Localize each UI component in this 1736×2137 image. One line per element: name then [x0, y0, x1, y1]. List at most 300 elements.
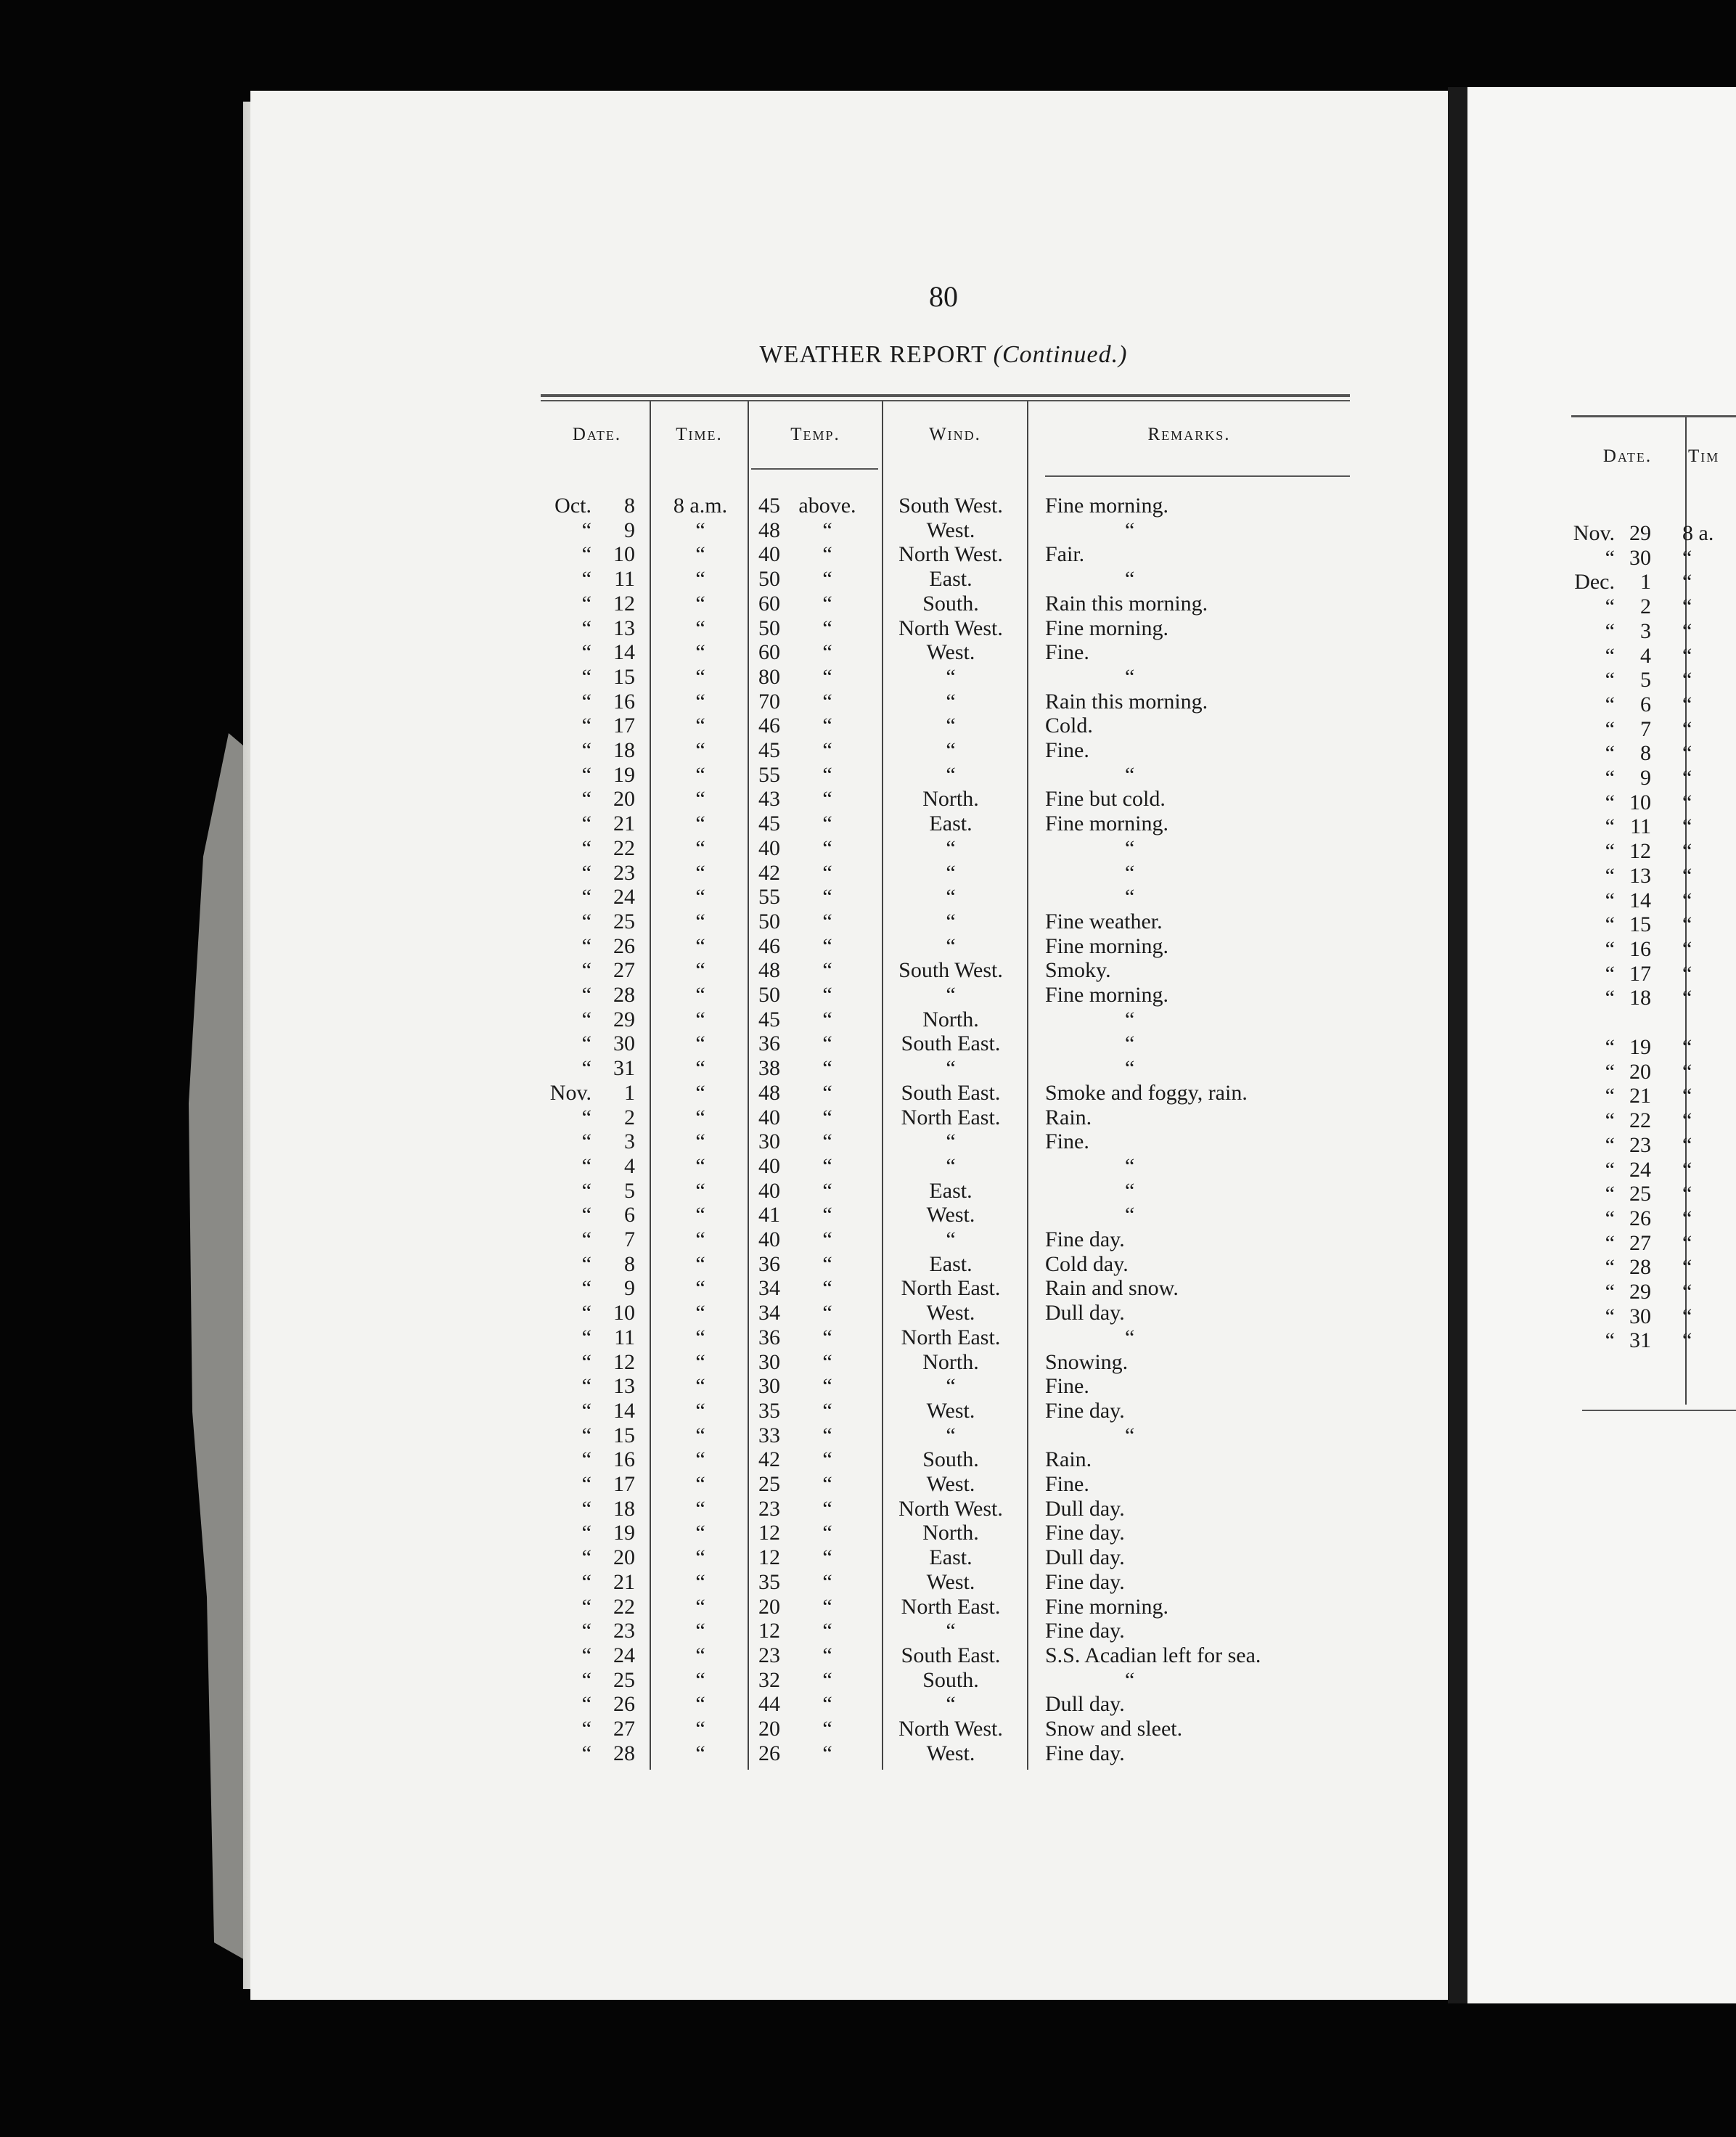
table-row: [0, 717, 1736, 742]
temp-above-cell: “: [822, 1227, 832, 1251]
wind-cell: “: [946, 1692, 956, 1717]
time-cell: “: [695, 1667, 705, 1692]
temp-cell: 20: [758, 1594, 780, 1619]
wind-cell: North West.: [898, 542, 1003, 567]
temp-cell: 42: [758, 1447, 780, 1472]
date-month: “: [1605, 1206, 1615, 1230]
date-day: 20: [613, 1545, 635, 1570]
wind-cell: East.: [929, 812, 973, 836]
table-row: [0, 1060, 1736, 1084]
date-month: “: [581, 1667, 591, 1692]
table-row: [0, 1328, 1736, 1353]
temp-cell: 55: [758, 762, 780, 787]
date-day: 27: [613, 958, 635, 983]
table-row: [0, 1692, 1452, 1717]
wind-cell: West.: [926, 1569, 975, 1594]
page-title: [653, 341, 1234, 369]
date-day: 24: [1629, 1157, 1651, 1182]
date-month: “: [581, 1545, 591, 1570]
date-day: 31: [1629, 1328, 1651, 1353]
remarks-cell: Rain and snow.: [1045, 1276, 1179, 1301]
wind-cell: West.: [926, 1398, 975, 1423]
time-cell: “: [695, 1178, 705, 1203]
date-day: 22: [613, 1594, 635, 1619]
time-cell: “: [695, 1741, 705, 1765]
temp-cell: 30: [758, 1129, 780, 1154]
temp-above-cell: “: [822, 1398, 832, 1423]
date-month: “: [1605, 912, 1615, 937]
remarks-cell: Fine day.: [1045, 1619, 1125, 1643]
time-cell: “: [695, 616, 705, 640]
remarks-cell: Rain this morning.: [1045, 591, 1208, 616]
temp-above-cell: above.: [798, 494, 856, 518]
date-month: “: [581, 860, 591, 885]
date-month: “: [581, 1056, 591, 1081]
temp-cell: 26: [758, 1741, 780, 1765]
date-month: “: [581, 1007, 591, 1031]
right-table-top-rule: [1571, 415, 1736, 417]
remarks-cell: “: [1125, 1178, 1135, 1203]
date-month: “: [581, 812, 591, 836]
table-row: [0, 937, 1736, 962]
remarks-cell: S.S. Acadian left for sea.: [1045, 1643, 1261, 1667]
time-cell: “: [1682, 1035, 1692, 1059]
remarks-cell: Smoke and foggy, rain.: [1045, 1080, 1248, 1105]
temp-cell: 35: [758, 1569, 780, 1594]
temp-above-cell: “: [822, 1717, 832, 1741]
wind-cell: “: [946, 983, 956, 1007]
date-day: 3: [1640, 618, 1651, 643]
time-cell: “: [695, 567, 705, 592]
date-day: 10: [613, 542, 635, 567]
time-cell: “: [695, 1007, 705, 1031]
temp-cell: 25: [758, 1472, 780, 1496]
time-cell: “: [695, 1251, 705, 1276]
date-day: 12: [613, 1349, 635, 1374]
date-day: 28: [1629, 1255, 1651, 1280]
date-month: “: [581, 1301, 591, 1325]
date-month: “: [581, 835, 591, 860]
date-day: 18: [1629, 986, 1651, 1010]
temp-above-cell: “: [822, 1276, 832, 1301]
table-row: [0, 1497, 1452, 1521]
temp-above-cell: “: [822, 909, 832, 933]
table-row: [0, 1717, 1452, 1741]
date-day: 28: [613, 983, 635, 1007]
remarks-cell: “: [1125, 1056, 1135, 1081]
date-month: “: [1605, 814, 1615, 839]
date-day: 21: [1629, 1084, 1651, 1108]
remarks-cell: Smoky.: [1045, 958, 1111, 983]
remarks-cell: Fine.: [1045, 1472, 1089, 1496]
time-cell: “: [695, 1153, 705, 1178]
date-day: 18: [613, 738, 635, 762]
temp-cell: 36: [758, 1251, 780, 1276]
date-day: 16: [613, 1447, 635, 1472]
temp-cell: 34: [758, 1301, 780, 1325]
date-month: “: [581, 1472, 591, 1496]
date-month: “: [581, 689, 591, 714]
right-header-date: Date.: [1602, 446, 1653, 466]
temp-above-cell: “: [822, 1472, 832, 1496]
date-day: 24: [613, 1643, 635, 1667]
remarks-cell: Cold day.: [1045, 1251, 1129, 1276]
temp-cell: 20: [758, 1717, 780, 1741]
temp-above-cell: “: [822, 885, 832, 910]
wind-cell: North West.: [898, 1496, 1003, 1521]
temp-above-cell: “: [822, 983, 832, 1007]
date-day: 25: [1629, 1182, 1651, 1206]
wind-cell: “: [946, 714, 956, 738]
remarks-cell: Rain.: [1045, 1447, 1092, 1472]
temp-above-cell: “: [822, 591, 832, 616]
date-day: 23: [613, 860, 635, 885]
temp-above-cell: “: [822, 1129, 832, 1154]
time-cell: “: [1682, 570, 1692, 594]
temp-cell: 40: [758, 542, 780, 567]
temp-cell: 40: [758, 835, 780, 860]
wind-cell: “: [946, 1227, 956, 1251]
temp-cell: 23: [758, 1496, 780, 1521]
temp-cell: 50: [758, 616, 780, 640]
date-day: 15: [613, 664, 635, 689]
time-cell: “: [695, 909, 705, 933]
time-cell: “: [695, 787, 705, 812]
date-day: 30: [1629, 545, 1651, 570]
date-month: “: [581, 518, 591, 542]
temp-above-cell: “: [822, 1741, 832, 1765]
temp-cell: 46: [758, 714, 780, 738]
time-cell: “: [695, 1105, 705, 1129]
date-day: 10: [1629, 790, 1651, 814]
date-day: 31: [613, 1056, 635, 1081]
date-month: Nov.: [549, 1080, 591, 1105]
time-cell: “: [1682, 1230, 1692, 1255]
wind-cell: West.: [926, 1741, 975, 1765]
remarks-cell: Fine morning.: [1045, 983, 1168, 1007]
date-day: 5: [1640, 668, 1651, 692]
date-month: “: [1605, 986, 1615, 1010]
remarks-cell: Fine morning.: [1045, 616, 1168, 640]
wind-cell: “: [946, 909, 956, 933]
time-cell: “: [1682, 839, 1692, 864]
date-month: “: [581, 1276, 591, 1301]
table-row: [0, 1668, 1452, 1693]
remarks-cell: “: [1125, 567, 1135, 592]
date-month: “: [581, 885, 591, 910]
time-cell: “: [695, 1594, 705, 1619]
temp-above-cell: “: [822, 812, 832, 836]
date-month: “: [581, 1692, 591, 1717]
table-row: [0, 962, 1736, 986]
temp-cell: 43: [758, 787, 780, 812]
table-row: [0, 766, 1736, 790]
temp-above-cell: “: [822, 1545, 832, 1570]
temp-above-cell: “: [822, 860, 832, 885]
table-row: [0, 689, 1736, 717]
table-row: [0, 1304, 1736, 1329]
time-cell: “: [1682, 1108, 1692, 1133]
temp-above-cell: “: [822, 616, 832, 640]
date-month: “: [1605, 1035, 1615, 1059]
date-month: “: [581, 1105, 591, 1129]
temp-cell: 60: [758, 591, 780, 616]
remarks-cell: Fine.: [1045, 1374, 1089, 1399]
time-cell: “: [1682, 766, 1692, 790]
temp-cell: 80: [758, 664, 780, 689]
temp-cell: 30: [758, 1349, 780, 1374]
remarks-cell: “: [1125, 860, 1135, 885]
temp-above-cell: “: [822, 689, 832, 714]
temp-cell: 40: [758, 1153, 780, 1178]
date-day: 3: [624, 1129, 635, 1154]
date-day: 7: [1640, 716, 1651, 741]
remarks-cell: Fine.: [1045, 640, 1089, 665]
temp-above-cell: “: [822, 567, 832, 592]
date-month: “: [581, 1594, 591, 1619]
table-row: [0, 1182, 1736, 1206]
date-month: “: [1605, 1230, 1615, 1255]
time-cell: “: [1682, 1255, 1692, 1280]
time-cell: “: [1682, 986, 1692, 1010]
wind-cell: West.: [926, 518, 975, 542]
remarks-cell: Fine day.: [1045, 1227, 1125, 1251]
table-row: [0, 1447, 1452, 1472]
page-title-text: WEATHER REPORT: [759, 341, 987, 368]
time-cell: “: [1682, 741, 1692, 766]
time-cell: “: [1682, 1182, 1692, 1206]
remarks-cell: Fine day.: [1045, 1521, 1125, 1545]
time-cell: “: [695, 1374, 705, 1399]
time-cell: “: [695, 689, 705, 714]
wind-cell: South East.: [901, 1643, 1001, 1667]
time-cell: “: [695, 1619, 705, 1643]
wind-cell: East.: [929, 567, 973, 592]
remarks-cell: “: [1125, 1667, 1135, 1692]
time-cell: “: [695, 1521, 705, 1545]
time-cell: “: [695, 1129, 705, 1154]
date-month: “: [1605, 790, 1615, 814]
temp-cell: 45: [758, 494, 780, 518]
remarks-cell: “: [1125, 835, 1135, 860]
date-month: “: [581, 542, 591, 567]
header-time: Time.: [676, 425, 723, 444]
remarks-cell: Rain this morning.: [1045, 689, 1208, 714]
date-month: “: [581, 1496, 591, 1521]
time-cell: “: [695, 1447, 705, 1472]
temp-cell: 48: [758, 1080, 780, 1105]
temp-above-cell: “: [822, 1692, 832, 1717]
date-month: “: [1605, 1108, 1615, 1133]
date-day: 22: [1629, 1108, 1651, 1133]
wind-cell: North.: [922, 787, 979, 812]
date-month: “: [1605, 1328, 1615, 1353]
table-row: [0, 1084, 1736, 1108]
date-day: 19: [1629, 1035, 1651, 1059]
date-month: “: [581, 1251, 591, 1276]
temp-above-cell: “: [822, 738, 832, 762]
date-day: 16: [1629, 936, 1651, 961]
date-month: “: [581, 1619, 591, 1643]
temp-above-cell: “: [822, 1643, 832, 1667]
remarks-cell: Dull day.: [1045, 1496, 1125, 1521]
date-month: “: [581, 1349, 591, 1374]
time-cell: “: [695, 762, 705, 787]
time-cell: “: [695, 1398, 705, 1423]
wind-cell: “: [946, 689, 956, 714]
temp-above-cell: “: [822, 1496, 832, 1521]
date-month: “: [581, 787, 591, 812]
time-cell: “: [695, 664, 705, 689]
temp-above-cell: “: [822, 1007, 832, 1031]
remarks-cell: Snow and sleet.: [1045, 1717, 1183, 1741]
table-row: [0, 1133, 1736, 1158]
table-row: [0, 1374, 1452, 1399]
time-cell: “: [695, 1423, 705, 1447]
date-day: 11: [614, 567, 635, 592]
time-cell: “: [695, 738, 705, 762]
date-day: 6: [1640, 692, 1651, 716]
temp-above-cell: “: [822, 1521, 832, 1545]
wind-cell: West.: [926, 1472, 975, 1496]
date-day: 15: [1629, 912, 1651, 937]
date-day: 25: [613, 909, 635, 933]
date-day: 21: [613, 1569, 635, 1594]
temp-cell: 34: [758, 1276, 780, 1301]
time-cell: “: [1682, 1206, 1692, 1230]
remarks-cell: “: [1125, 518, 1135, 542]
time-cell: “: [695, 1227, 705, 1251]
temp-above-cell: “: [822, 664, 832, 689]
page-title-suffix: (Continued.): [993, 341, 1128, 368]
temp-cell: 12: [758, 1545, 780, 1570]
remarks-cell: Fine day.: [1045, 1569, 1125, 1594]
time-cell: “: [695, 1203, 705, 1227]
temp-above-cell: “: [822, 640, 832, 665]
table-row: [0, 1105, 1736, 1133]
table-row: [0, 986, 1736, 1010]
date-month: “: [581, 909, 591, 933]
table-row: [0, 546, 1736, 571]
wind-cell: North.: [922, 1007, 979, 1031]
date-month: “: [1605, 1084, 1615, 1108]
time-cell: “: [1682, 692, 1692, 716]
table-row: [0, 1619, 1452, 1643]
temp-above-cell: “: [822, 1178, 832, 1203]
temp-cell: 23: [758, 1643, 780, 1667]
date-day: 19: [613, 762, 635, 787]
time-cell: “: [1682, 643, 1692, 668]
date-month: “: [1605, 961, 1615, 986]
wind-cell: West.: [926, 1301, 975, 1325]
time-cell: “: [1682, 912, 1692, 937]
wind-cell: “: [946, 738, 956, 762]
date-month: “: [581, 567, 591, 592]
date-day: 12: [613, 591, 635, 616]
time-cell: “: [695, 1496, 705, 1521]
date-day: 18: [613, 1496, 635, 1521]
temp-above-cell: “: [822, 1301, 832, 1325]
time-cell: “: [695, 1031, 705, 1056]
date-month: “: [1605, 692, 1615, 716]
date-month: “: [1605, 1157, 1615, 1182]
temp-above-cell: “: [822, 1349, 832, 1374]
temp-above-cell: “: [822, 518, 832, 542]
wind-cell: “: [946, 860, 956, 885]
temp-above-cell: “: [822, 762, 832, 787]
temp-cell: 60: [758, 640, 780, 665]
wind-cell: “: [946, 1423, 956, 1447]
date-day: 11: [1630, 814, 1651, 839]
temp-cell: 70: [758, 689, 780, 714]
date-day: 13: [1629, 863, 1651, 888]
date-day: 4: [1640, 643, 1651, 668]
temp-above-cell: “: [822, 1203, 832, 1227]
remarks-cell: Fine morning.: [1045, 1594, 1168, 1619]
table-row: [0, 888, 1736, 913]
date-day: 16: [613, 689, 635, 714]
table-row: [0, 1035, 1736, 1060]
wind-cell: “: [946, 1619, 956, 1643]
wind-cell: East.: [929, 1178, 973, 1203]
remarks-cell: Fine day.: [1045, 1398, 1125, 1423]
table-row: [0, 521, 1736, 546]
wind-cell: North West.: [898, 1717, 1003, 1741]
time-cell: “: [1682, 1280, 1692, 1304]
table-row: [0, 1570, 1452, 1595]
time-cell: “: [695, 958, 705, 983]
date-day: 5: [624, 1178, 635, 1203]
remarks-cell: Fair.: [1045, 542, 1085, 567]
table-row: [0, 1521, 1452, 1545]
date-day: 23: [1629, 1132, 1651, 1157]
date-day: 9: [624, 518, 635, 542]
date-month: “: [581, 1374, 591, 1399]
date-day: 2: [624, 1105, 635, 1129]
remarks-cell: “: [1125, 885, 1135, 910]
temp-cell: 42: [758, 860, 780, 885]
table-row: [0, 591, 1736, 619]
date-day: 17: [613, 1472, 635, 1496]
date-day: 14: [613, 1398, 635, 1423]
date-month: “: [581, 616, 591, 640]
time-cell: “: [695, 1325, 705, 1349]
date-day: 17: [1629, 961, 1651, 986]
date-day: 2: [1640, 594, 1651, 619]
remarks-cell: “: [1125, 1007, 1135, 1031]
wind-cell: East.: [929, 1545, 973, 1570]
wind-cell: South.: [922, 1667, 979, 1692]
table-top-rule-thin: [541, 400, 1350, 401]
date-month: “: [581, 1447, 591, 1472]
date-day: 26: [1629, 1206, 1651, 1230]
time-cell: “: [695, 1569, 705, 1594]
time-cell: “: [695, 983, 705, 1007]
date-month: “: [581, 1423, 591, 1447]
time-cell: “: [1682, 936, 1692, 961]
time-cell: “: [695, 1276, 705, 1301]
time-cell: “: [695, 1056, 705, 1081]
temp-above-cell: “: [822, 1667, 832, 1692]
time-cell: “: [1682, 961, 1692, 986]
remarks-cell: Cold.: [1045, 714, 1093, 738]
table-row: [0, 864, 1736, 888]
date-month: “: [581, 738, 591, 762]
temp-above-cell: “: [822, 1594, 832, 1619]
date-month: “: [1605, 1280, 1615, 1304]
time-cell: “: [695, 640, 705, 665]
wind-cell: “: [946, 762, 956, 787]
